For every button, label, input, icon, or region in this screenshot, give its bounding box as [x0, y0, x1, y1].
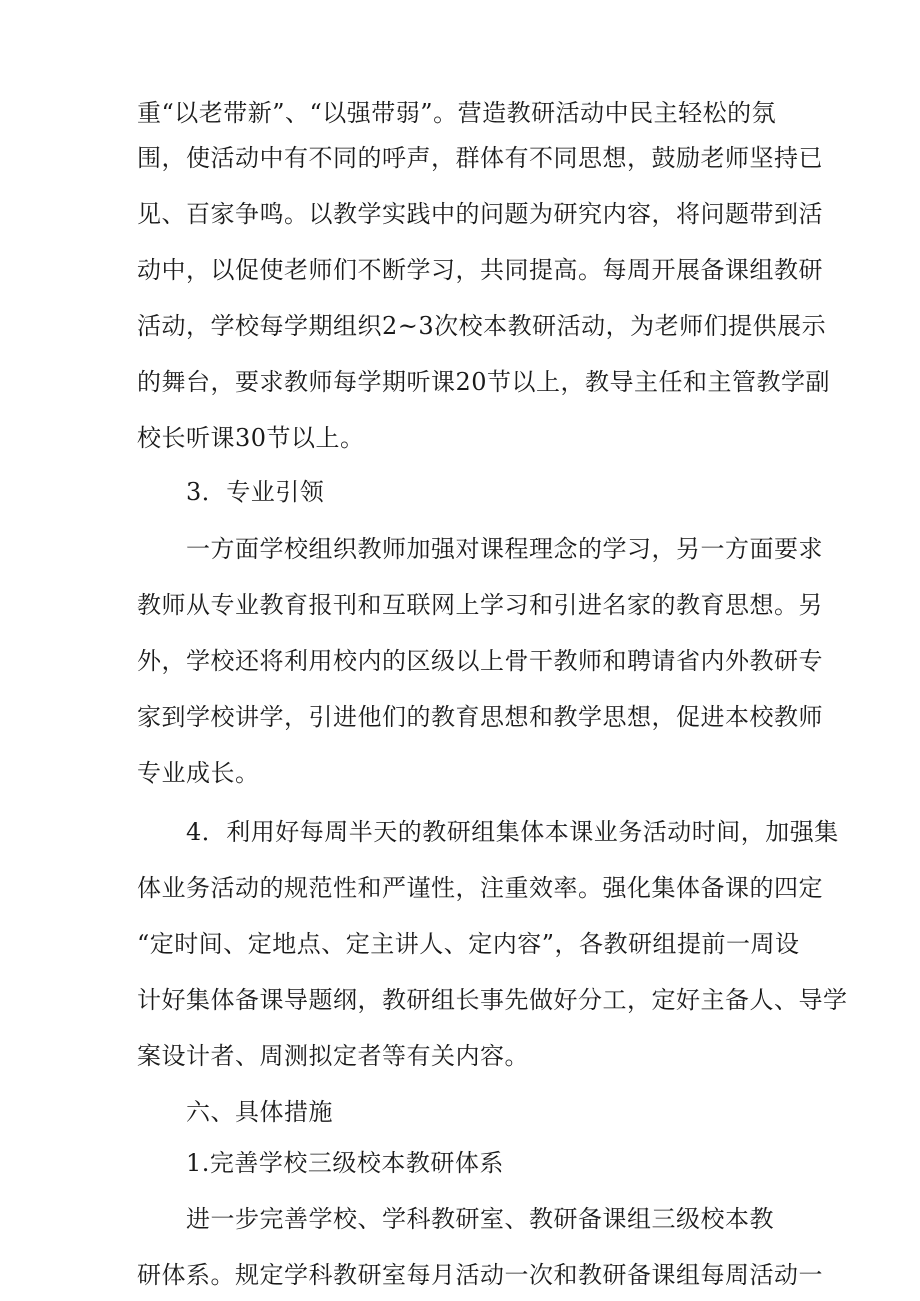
paragraph-line: 重“以老带新”、“以强带弱”。营造教研活动中民主轻松的氛	[137, 99, 777, 127]
paragraph-line: 教师从专业教育报刊和互联网上学习和引进名家的教育思想。另	[137, 591, 823, 619]
paragraph-line: 专业成长。	[137, 759, 260, 787]
paragraph-line: 计好集体备课导题纲，教研组长事先做好分工，定好主备人、导学	[137, 986, 848, 1014]
paragraph-line: 的舞台，要求教师每学期听课20节以上，教导主任和主管教学副	[137, 368, 831, 396]
paragraph-line: 活动，学校每学期组织2~3次校本教研活动，为老师们提供展示	[137, 312, 827, 340]
section-heading: 3．专业引领	[186, 478, 325, 506]
paragraph-line: 围，使活动中有不同的呼声，群体有不同思想，鼓励老师坚持已	[137, 144, 823, 172]
paragraph-line: 进一步完善学校、学科教研室、教研备课组三级校本教	[186, 1205, 774, 1233]
paragraph-line: “定时间、定地点、定主讲人、定内容”，各教研组提前一周设	[137, 930, 800, 958]
paragraph-line: 一方面学校组织教师加强对课程理念的学习，另一方面要求	[186, 535, 823, 563]
paragraph-line: 动中，以促使老师们不断学习，共同提高。每周开展备课组教研	[137, 256, 823, 284]
paragraph-line: 案设计者、周测拟定者等有关内容。	[137, 1042, 529, 1070]
paragraph-line: 家到学校讲学，引进他们的教育思想和教学思想，促进本校教师	[137, 703, 823, 731]
paragraph-line: 研体系。规定学科教研室每月活动一次和教研备课组每周活动一	[137, 1261, 823, 1289]
paragraph-line: 见、百家争鸣。以教学实践中的问题为研究内容，将问题带到活	[137, 200, 823, 228]
paragraph-line: 体业务活动的规范性和严谨性，注重效率。强化集体备课的四定	[137, 874, 823, 902]
paragraph-line: 校长听课30节以上。	[137, 424, 365, 452]
section-heading: 六、具体措施	[186, 1098, 333, 1126]
paragraph-line: 外，学校还将利用校内的区级以上骨干教师和聘请省内外教研专	[137, 647, 823, 675]
paragraph-line: 4．利用好每周半天的教研组集体本课业务活动时间，加强集	[186, 818, 839, 846]
subsection-heading: 1.完善学校三级校本教研体系	[186, 1149, 504, 1177]
